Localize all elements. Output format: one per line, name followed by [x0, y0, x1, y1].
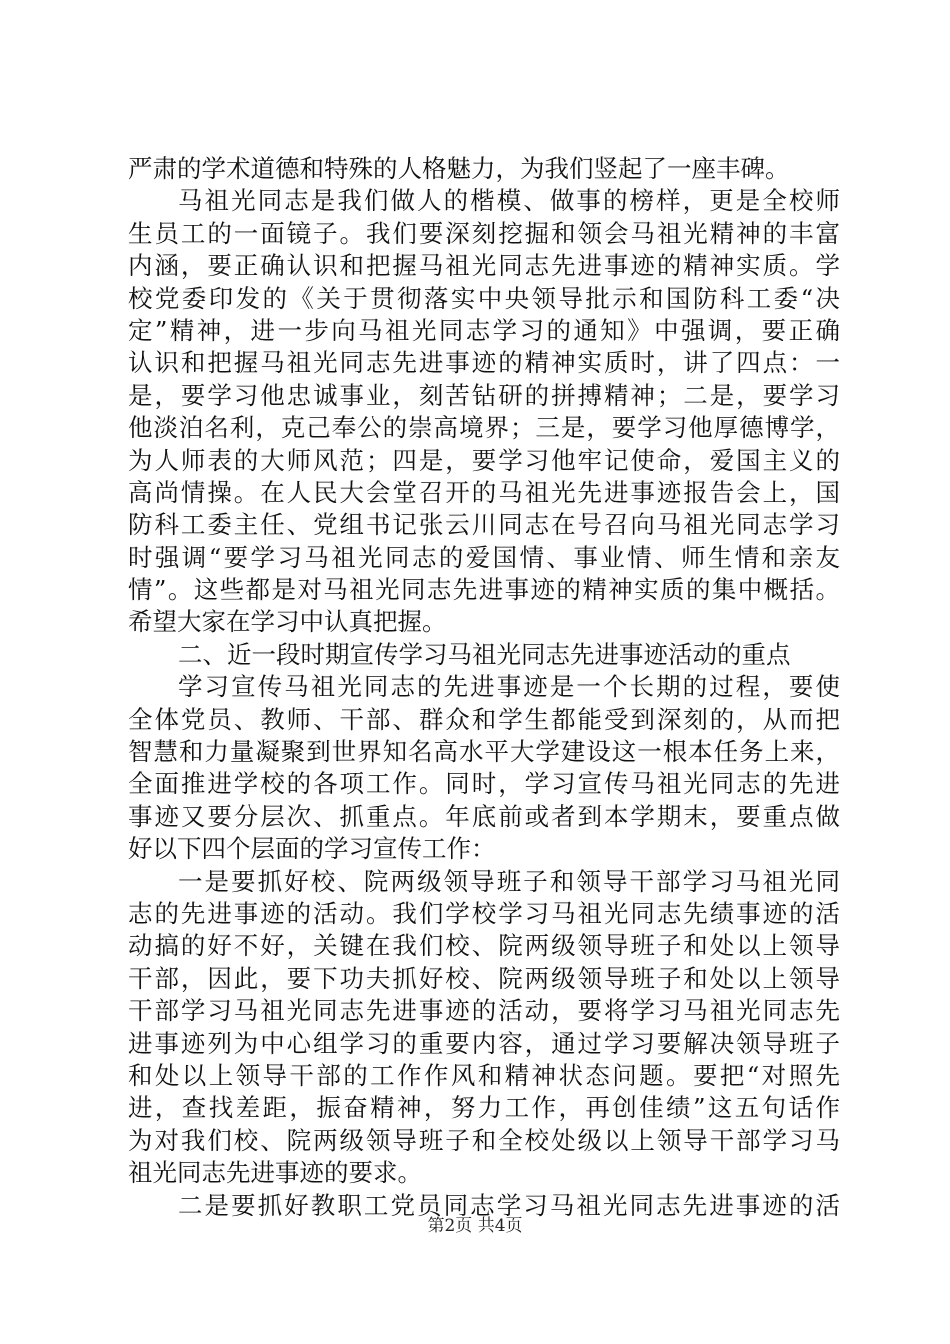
text-line: 进事迹列为中心组学习的重要内容，通过学习要解决领导班子 [128, 1028, 840, 1058]
section-heading: 二、近一段时期宣传学习马祖光同志先进事迹活动的重点 [178, 639, 791, 669]
text-line: 生员工的一面镜子。我们要深刻挖掘和领会马祖光精神的丰富 [128, 218, 840, 248]
paragraph-first-line: 马祖光同志是我们做人的楷模、做事的榜样，更是全校师 [178, 186, 840, 216]
text-line: 全面推进学校的各项工作。同时，学习宣传马祖光同志的先进 [128, 769, 840, 799]
text-line: 干部学习马祖光同志先进事迹的活动，要将学习马祖光同志先 [128, 996, 840, 1026]
text-line: 进，查找差距，振奋精神，努力工作，再创佳绩”这五句话作 [128, 1093, 840, 1123]
text-line: 事迹又要分层次、抓重点。年底前或者到本学期末，要重点做 [128, 801, 840, 831]
text-line: 他淡泊名利，克己奉公的崇高境界；三是，要学习他厚德博学， [128, 413, 840, 443]
page-footer [0, 1215, 950, 1237]
text-line: 情”。这些都是对马祖光同志先进事迹的精神实质的集中概括。 [128, 575, 840, 605]
text-line: 时强调“要学习马祖光同志的爱国情、事业情、师生情和亲友 [128, 542, 840, 572]
text-line: 为对我们校、院两级领导班子和全校处级以上领导干部学习马 [128, 1125, 840, 1155]
text-line: 高尚情操。在人民大会堂召开的马祖光先进事迹报告会上，国 [128, 477, 840, 507]
body-text [128, 153, 840, 1222]
text-line: 志的先进事迹的活动。我们学校学习马祖光同志先绩事迹的活 [128, 898, 840, 928]
text-line: 干部，因此，要下功夫抓好校、院两级领导班子和处以上领导 [128, 963, 840, 993]
text-line: 和处以上领导干部的工作作风和精神状态问题。要把“对照先 [128, 1060, 840, 1090]
text-line: 是，要学习他忠诚事业，刻苦钻研的拼搏精神；二是，要学习 [128, 380, 840, 410]
text-line: 希望大家在学习中认真把握。 [128, 607, 447, 637]
paragraph-first-line: 学习宣传马祖光同志的先进事迹是一个长期的过程，要使 [178, 672, 840, 702]
text-line: 严肃的学术道德和特殊的人格魅力，为我们竖起了一座丰碑。 [128, 154, 790, 183]
page-number: 第2页 共4页 [427, 1216, 523, 1236]
text-line: 智慧和力量凝聚到世界知名高水平大学建设这一根本任务上来， [128, 737, 840, 767]
text-line: 内涵，要正确认识和把握马祖光同志先进事迹的精神实质。学 [128, 251, 840, 281]
text-line: 动搞的好不好，关键在我们校、院两级领导班子和处以上领导 [128, 931, 840, 961]
text-line: 祖光同志先进事迹的要求。 [128, 1158, 422, 1188]
paragraph-first-line: 一是要抓好校、院两级领导班子和领导干部学习马祖光同 [178, 866, 840, 896]
text-line: 防科工委主任、党组书记张云川同志在号召向马祖光同志学习 [128, 510, 840, 540]
text-line: 校党委印发的《关于贯彻落实中央领导批示和国防科工委“决 [128, 283, 840, 313]
text-line: 定”精神，进一步向马祖光同志学习的通知》中强调，要正确 [128, 315, 840, 345]
paragraph-first-line: 二是要抓好教职工党员同志学习马祖光同志先进事迹的活 [178, 1190, 840, 1220]
text-line: 认识和把握马祖光同志先进事迹的精神实质时，讲了四点：一 [128, 348, 840, 378]
text-line: 全体党员、教师、干部、群众和学生都能受到深刻的，从而把 [128, 704, 840, 734]
text-line: 为人师表的大师风范；四是，要学习他牢记使命，爱国主义的 [128, 445, 840, 475]
text-line: 好以下四个层面的学习宣传工作： [128, 834, 496, 864]
